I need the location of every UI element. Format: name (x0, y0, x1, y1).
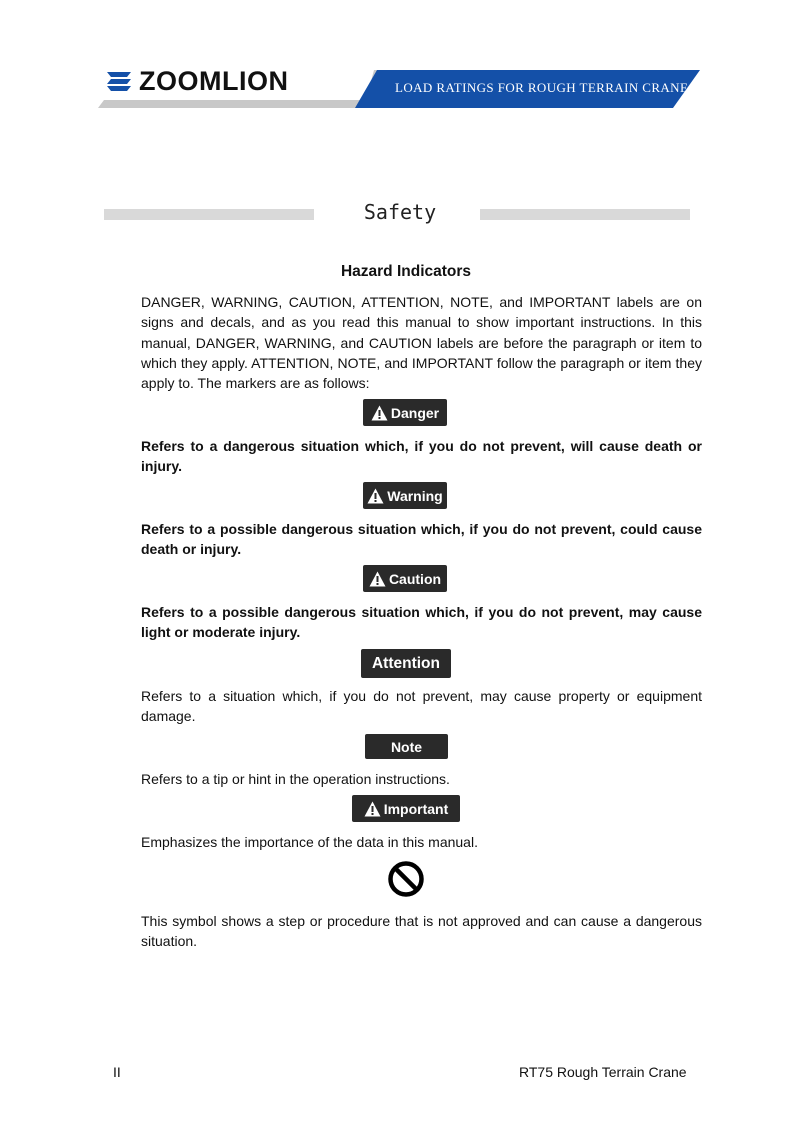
prohibited-description (141, 911, 702, 952)
danger-description (141, 436, 702, 477)
intro-paragraph (141, 292, 702, 393)
section-rule-right (480, 209, 690, 220)
brand-name: ZOOMLION (139, 65, 289, 96)
danger-label: Danger (390, 404, 440, 421)
intro-text: DANGER, WARNING, CAUTION, ATTENTION, NOTE, and IMPORTANT labels are on signs and decals, and as you read this manual to show important instructions. In this manual, DANGER, WARNING, and CAUTION labels are before the paragraph or item to which they apply. ATTENTION, NOTE, and IMPORTANT follow the paragraph or item they apply to. The markers are as follows: (141, 294, 702, 392)
danger-text: Refers to a dangerous situation which, if you do not prevent, will cause death or injury. (141, 438, 702, 475)
hazard-heading: Hazard Indicators (340, 263, 472, 280)
page-header (0, 0, 793, 120)
note-badge (365, 734, 448, 759)
page-number: II (113, 1064, 121, 1080)
warning-description (141, 519, 702, 560)
section-rule-left (104, 209, 314, 220)
document-title: RT75 Rough Terrain Crane (519, 1064, 687, 1080)
prohibited-icon (387, 860, 425, 898)
warning-triangle-icon (367, 488, 384, 504)
header-title: LOAD RATINGS FOR ROUGH TERRAIN CRANE (395, 80, 689, 95)
warning-triangle-icon (364, 801, 381, 817)
attention-text: Refers to a situation which, if you do not prevent, may cause property or equipment damage. (141, 688, 702, 725)
warning-text: Refers to a possible dangerous situation which, if you do not prevent, could cause death or injury. (141, 521, 702, 558)
important-badge (352, 795, 460, 822)
important-text: Emphasizes the importance of the data in this manual. (141, 834, 478, 850)
note-label: Note (390, 738, 423, 755)
zoomlion-logo-icon (105, 70, 133, 92)
important-description (141, 832, 702, 852)
warning-label: Warning (387, 487, 443, 504)
warning-triangle-icon (369, 571, 386, 587)
attention-label: Attention (371, 654, 440, 672)
section-title: Safety (363, 200, 437, 224)
important-label: Important (383, 800, 449, 817)
brand-logo (105, 66, 288, 96)
caution-description (141, 602, 702, 643)
note-text: Refers to a tip or hint in the operation instructions. (141, 771, 450, 787)
note-description (141, 769, 702, 789)
attention-description (141, 686, 702, 727)
attention-badge (361, 649, 451, 678)
caution-text: Refers to a possible dangerous situation which, if you do not prevent, may cause light or moderate injury. (141, 604, 702, 641)
danger-badge (363, 399, 447, 426)
prohibited-text: This symbol shows a step or procedure that is not approved and can cause a dangerous situation. (141, 913, 702, 950)
caution-label: Caution (388, 570, 442, 587)
warning-triangle-icon (371, 405, 388, 421)
warning-badge (363, 482, 447, 509)
caution-badge (363, 565, 447, 592)
